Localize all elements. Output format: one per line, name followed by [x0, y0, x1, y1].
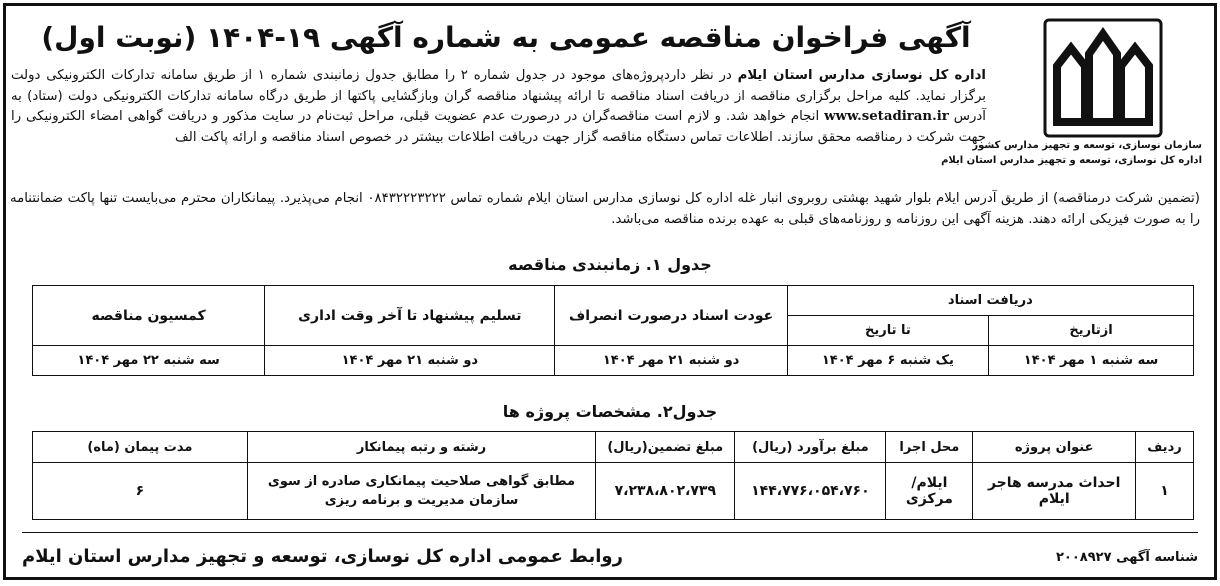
col-header-project-title: عنوان پروژه [973, 432, 1136, 463]
project-location: ایلام/مرکزی [886, 463, 973, 520]
schedule-table [32, 285, 1194, 376]
contract-duration: ۶ [33, 463, 248, 520]
table-row [33, 463, 1194, 520]
from-date-header: ازتاریخ [989, 316, 1194, 346]
body-part-1: در نظر دارد‌پروژه‌های موجود در جدول شماره ۲ را مطابق جدول زمانبندی شماره ۱ از طریق سامانه تدارکات الکترونیکی دولت برگزار نماید. کلیه مراحل برگزاری مناقصه از دریافت اسناد مناقصه تا ارائه پیشنهاد مناقصه گران وبازگشایی پاکتها از طریق درگاه سامانه تدارکات الکترونیکی دولت (ستاد) به آدرس [11, 68, 986, 124]
col-header-location: محل اجرا [886, 432, 973, 463]
body-part-3: (تضمین شرکت درمناقصه) از طریق آدرس ایلام بلوار شهید بهشتی روبروی انبار غله اداره کل نوسازی مدارس استان ایلام شماره تماس ۰۸۴۳۲۲۲۳۲۲۲ انجام می‌پذیرد. پیمانکاران محترم می‌بایست تنها پاکت ضمانتنامه را به صورت فیزیکی ارائه دهند. هزینه آگهی این روزنامه و روزنامه‌های قبلی به عهده برنده مناقصه می‌باشد. [10, 191, 1200, 227]
table1-title: جدول ۱. زمانبندی مناقصه [508, 255, 712, 274]
col-header-estimate: مبلغ برآورد (ریال) [735, 432, 886, 463]
return-docs-header: عودت اسناد درصورت انصراف [555, 286, 787, 346]
receive-docs-header: دریافت اسناد [787, 286, 1193, 316]
col-header-duration: مدت پیمان (ماه) [33, 432, 248, 463]
from-date: سه شنبه ۱ مهر ۱۴۰۴ [989, 346, 1194, 376]
col-header-guarantee: مبلغ تضمین(ریال) [596, 432, 735, 463]
issuing-office: اداره کل نوسازی مدارس استان ایلام [737, 68, 986, 83]
ad-footer [22, 532, 1198, 567]
public-relations-signature: روابط عمومی اداره کل نوسازی، توسعه و تجهیز مدارس استان ایلام [22, 546, 623, 567]
organization-emblem-icon [1043, 18, 1163, 138]
to-date-header: تا تاریخ [787, 316, 988, 346]
ad-body-upper [11, 66, 986, 148]
submit-date: دو شنبه ۲۱ مهر ۱۴۰۴ [265, 346, 555, 376]
guarantee-amount: ۷،۲۳۸،۸۰۲،۷۳۹ [596, 463, 735, 520]
row-number: ۱ [1135, 463, 1193, 520]
table2-title: جدول۲. مشخصات پروژه ها [502, 402, 718, 421]
organization-name: سازمان نوسازی، توسعه و تجهیز مدارس کشور [972, 140, 1202, 151]
website-link[interactable]: www.setadiran.ir [824, 109, 949, 124]
tender-advertisement [3, 3, 1217, 580]
col-header-row-number: ردیف [1135, 432, 1193, 463]
body-part-2: انجام خواهد شد. و لازم است مناقصه‌گران در درصورت عدم عضویت قبلی، مراحل ثبت‌نام در سایت مذکور و دریافت گواهی امضاء الکترونیکی را جهت شرکت د رمناقصه محقق سازند. اطلاعات تماس دستگاه مناقصه گزار جهت دریافت اطلاعات بیشتر در خصوص اسناد مناقصه و ارائه پاکت الف [11, 109, 986, 145]
col-header-contractor-grade: رشته و رتبه پیمانکار [247, 432, 595, 463]
ad-title: آگهی فراخوان مناقصه عمومی به شماره آگهی ۱۹-۱۴۰۴ (نوبت اول) [41, 21, 971, 54]
commission-date: سه شنبه ۲۲ مهر ۱۴۰۴ [33, 346, 265, 376]
estimated-amount: ۱۴۴،۷۷۶،۰۵۴،۷۶۰ [735, 463, 886, 520]
project-title: احداث مدرسه هاجر ایلام [973, 463, 1136, 520]
projects-table [32, 431, 1194, 520]
to-date: یک شنبه ۶ مهر ۱۴۰۴ [787, 346, 988, 376]
commission-header: کمسیون مناقصه [33, 286, 265, 346]
return-docs-date: دو شنبه ۲۱ مهر ۱۴۰۴ [555, 346, 787, 376]
submit-header: تسلیم پیشنهاد تا آخر وقت اداری [265, 286, 555, 346]
ad-body-lower [10, 189, 1200, 230]
organization-logo [941, 18, 1202, 188]
ad-id: شناسه آگهی ۲۰۰۸۹۲۷ [1056, 550, 1198, 565]
provincial-office-name: اداره کل نوسازی، توسعه و تجهیز مدارس استان ایلام [941, 155, 1202, 166]
contractor-grade: مطابق گواهی صلاحیت پیمانکاری صادره از سوی سازمان مدیریت و برنامه ریزی [247, 463, 595, 520]
